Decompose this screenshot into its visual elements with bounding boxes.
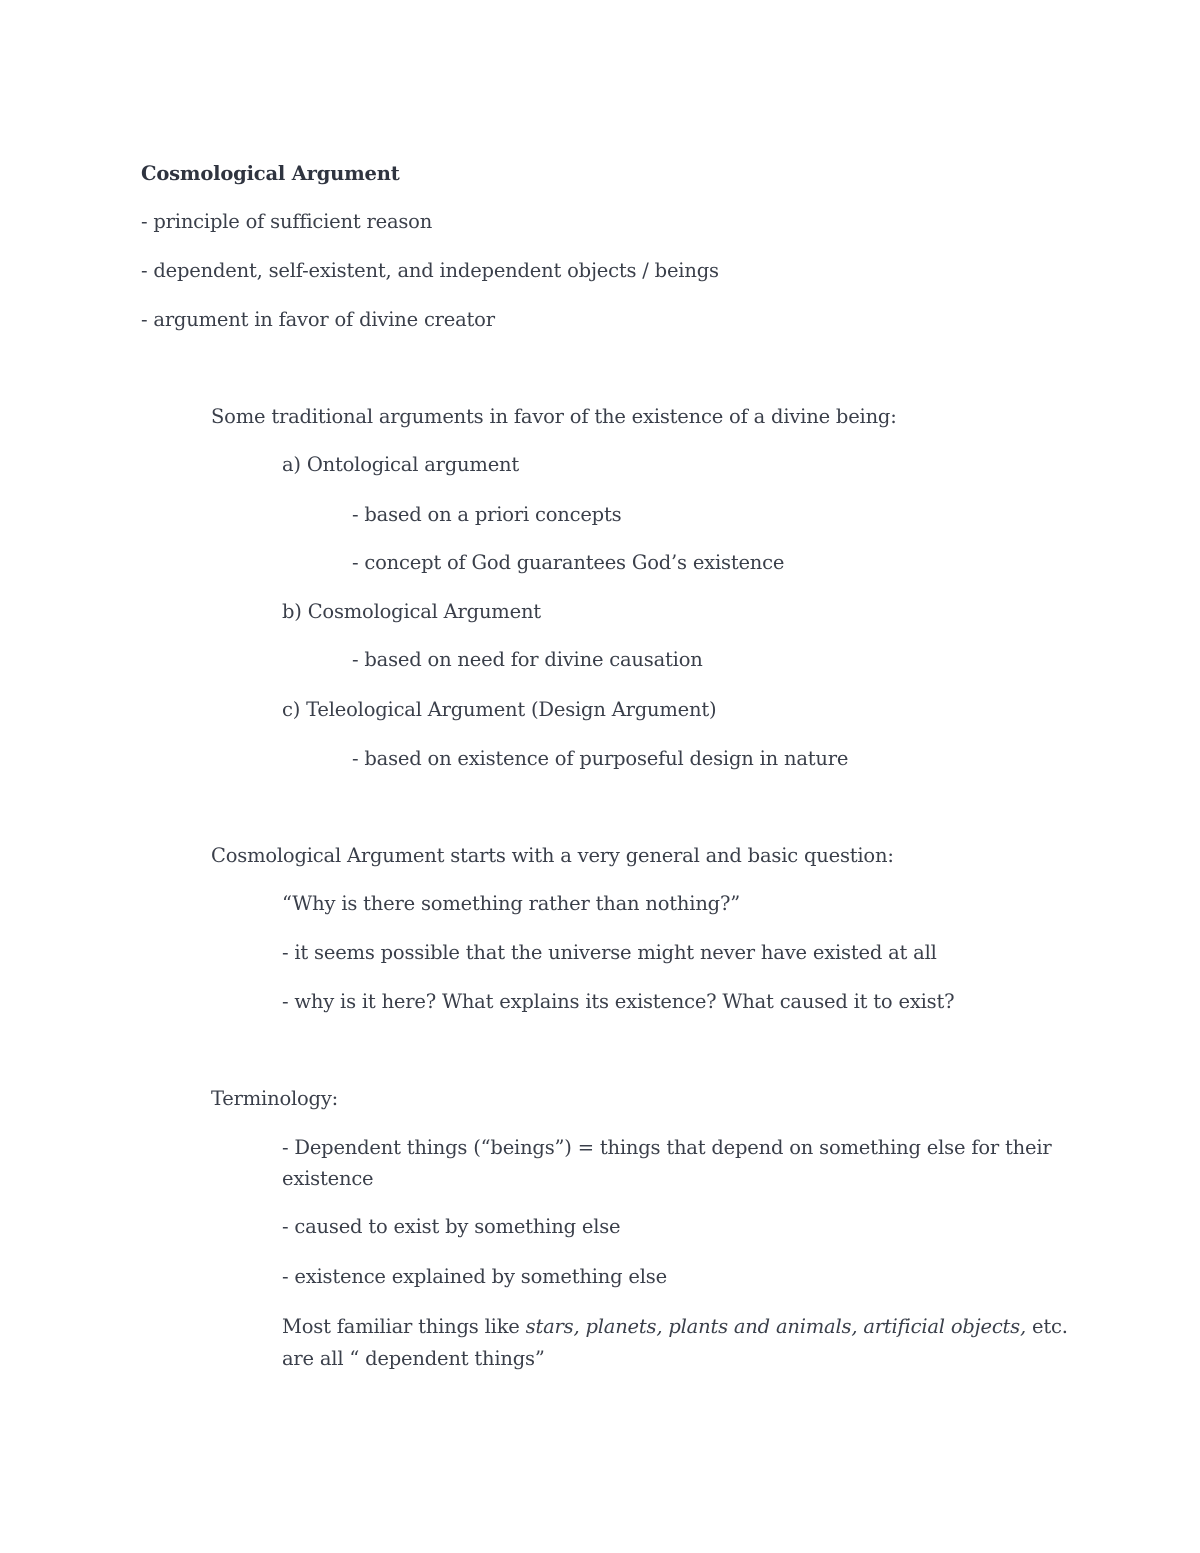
argument-b-point-1: - based on need for divine causation [352, 648, 703, 671]
intro-point-3: - argument in favor of divine creator [141, 308, 495, 331]
terminology-point-1: - caused to exist by something else [282, 1215, 621, 1238]
argument-a-point-1: - based on a priori concepts [352, 503, 622, 526]
familiar-prefix: Most familiar things like [282, 1315, 526, 1338]
terminology-heading: Terminology: [211, 1087, 339, 1110]
terminology-definition-line-1: - Dependent things (“beings”) = things that depend on something else for their [282, 1136, 1052, 1159]
terminology-definition-line-2: existence [282, 1167, 374, 1190]
question-point-2: - why is it here? What explains its existence? What caused it to exist? [282, 990, 955, 1013]
intro-point-2: - dependent, self-existent, and independent objects / beings [141, 259, 719, 282]
question-quote: “Why is there something rather than nothing?” [282, 892, 740, 915]
traditional-heading: Some traditional arguments in favor of the existence of a divine being: [211, 405, 897, 428]
question-heading: Cosmological Argument starts with a very general and basic question: [211, 844, 894, 867]
intro-point-1: - principle of sufficient reason [141, 210, 433, 233]
familiar-suffix: etc. [1026, 1315, 1068, 1338]
terminology-point-2: - existence explained by something else [282, 1265, 667, 1288]
familiar-things-line-2: are all “ dependent things” [282, 1347, 545, 1370]
argument-a-point-2: - concept of God guarantees God’s existence [352, 551, 785, 574]
section-title: Cosmological Argument [141, 162, 400, 185]
argument-c-point-1: - based on existence of purposeful design in nature [352, 747, 849, 770]
argument-c-label: c) Teleological Argument (Design Argument) [282, 698, 717, 721]
argument-b-label: b) Cosmological Argument [282, 600, 541, 623]
familiar-examples: stars, planets, plants and animals, artificial objects, [525, 1315, 1026, 1338]
argument-a-label: a) Ontological argument [282, 453, 520, 476]
familiar-things-line-1 [282, 1311, 1068, 1343]
question-point-1: - it seems possible that the universe might never have existed at all [282, 941, 937, 964]
